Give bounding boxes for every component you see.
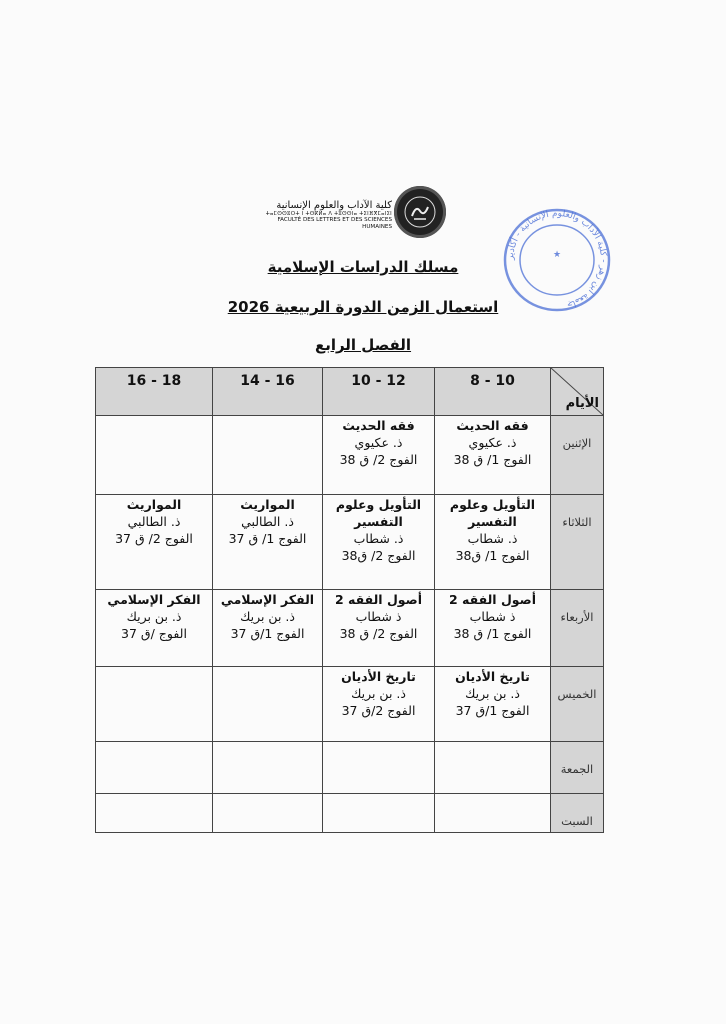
timetable-cell xyxy=(323,495,435,590)
timetable-cell xyxy=(213,794,323,833)
timetable-cell xyxy=(435,416,551,495)
timetable-cell xyxy=(435,794,551,833)
timetable-cell xyxy=(323,742,435,794)
course-group: الفوج 1/ ق38 xyxy=(455,547,530,563)
faculty-name-french: FACULTÉ DES LETTRES ET DES SCIENCES HUMAINES xyxy=(277,217,392,230)
stamp-text: جامعة ابن زهر - كلية الآداب والعلوم الإنسانية - أكادير xyxy=(505,208,609,310)
timetable-header-row xyxy=(96,368,604,416)
timetable-cell xyxy=(96,590,213,667)
timetable-cell xyxy=(96,416,213,495)
course-subject: المواريث xyxy=(240,497,295,512)
day-label: الأربعاء xyxy=(551,590,604,667)
course-subject: فقه الحديث xyxy=(456,418,529,433)
course-teacher: ذ. الطالبي xyxy=(127,513,181,529)
faculty-name-tifinagh: ⵜⴰⵎⵙⵙⵓⵔⵜ ⵏ ⵜⵙⴽⵍⴰ ⴷ ⵜⵓⵙⵙⵏⴰ ⵜⵉⵏⴼⴳⵎⴰⵏⵉⵏ xyxy=(265,210,392,217)
svg-text:★: ★ xyxy=(552,250,562,260)
days-corner-label: الأيام xyxy=(565,396,599,412)
course-subject: الفكر الإسلامي xyxy=(220,592,315,607)
time-slot-header: 10 - 8 xyxy=(435,368,551,416)
course-subject: الفكر الإسلامي xyxy=(107,592,201,607)
course-subject: التأويل وعلوم التفسير xyxy=(335,497,422,529)
course-group: الفوج 2/ ق 37 xyxy=(115,530,193,546)
course-group: الفوج 1/ق 37 xyxy=(455,702,530,718)
faculty-header xyxy=(250,185,450,235)
course-subject: أصول الفقه 2 xyxy=(448,592,536,607)
timetable-cell xyxy=(213,416,323,495)
timetable-cell xyxy=(323,794,435,833)
university-emblem-icon xyxy=(394,186,446,238)
timetable-cell xyxy=(435,495,551,590)
course-teacher: ذ. الطالبي xyxy=(241,513,294,529)
day-label: الجمعة xyxy=(551,742,604,794)
course-teacher: ذ. بن بريك xyxy=(240,608,295,624)
time-slot-header: 12 - 10 xyxy=(323,368,435,416)
timetable-row xyxy=(96,667,604,742)
timetable-cell xyxy=(213,495,323,590)
course-teacher: ذ. شطاب xyxy=(353,530,404,546)
course-subject: أصول الفقه 2 xyxy=(334,592,422,607)
timetable-cell xyxy=(323,590,435,667)
course-teacher: ذ. شطاب xyxy=(467,530,518,546)
days-corner-cell xyxy=(551,368,604,416)
semester-title: الفصل الرابع xyxy=(314,336,412,354)
course-group: الفوج 2/ ق38 xyxy=(341,547,416,563)
timetable-cell xyxy=(96,495,213,590)
course-teacher: ذ. بن بريك xyxy=(351,685,406,701)
faculty-name-arabic: كلية الآداب والعلوم الإنسانية xyxy=(276,200,392,211)
course-teacher: ذ شطاب xyxy=(355,608,402,624)
timetable-cell xyxy=(323,667,435,742)
timetable-cell xyxy=(96,742,213,794)
timetable-cell xyxy=(435,667,551,742)
timetable-row xyxy=(96,416,604,495)
course-subject: تاريخ الأديان xyxy=(455,669,530,684)
timetable-row xyxy=(96,794,604,833)
course-group: الفوج 1/ق 37 xyxy=(230,625,305,641)
track-title: مسلك الدراسات الإسلامية xyxy=(267,258,459,276)
course-subject: المواريث xyxy=(126,497,182,512)
course-group: الفوج 1/ ق 38 xyxy=(453,625,532,641)
timetable-cell xyxy=(435,590,551,667)
timetable-title: استعمال الزمن الدورة الربيعية 2026 xyxy=(227,298,499,316)
timetable-cell xyxy=(96,667,213,742)
day-label: الثلاثاء xyxy=(551,495,604,590)
day-label: الخميس xyxy=(551,667,604,742)
course-subject: فقه الحديث xyxy=(342,418,415,433)
course-teacher: ذ. بن بريك xyxy=(465,685,520,701)
time-slot-header: 18 - 16 xyxy=(96,368,213,416)
course-group: الفوج 1/ ق 38 xyxy=(453,451,532,467)
course-group: الفوج 2/ ق 38 xyxy=(339,625,418,641)
timetable-cell xyxy=(435,742,551,794)
timetable-row xyxy=(96,590,604,667)
course-teacher: ذ. عكيوي xyxy=(468,434,517,450)
faculty-name-block xyxy=(250,200,392,230)
timetable-cell xyxy=(96,794,213,833)
timetable-cell xyxy=(213,742,323,794)
course-subject: التأويل وعلوم التفسير xyxy=(449,497,536,529)
timetable-row xyxy=(96,495,604,590)
timetable-row xyxy=(96,742,604,794)
course-teacher: ذ شطاب xyxy=(469,608,516,624)
course-group: الفوج 2/ ق 38 xyxy=(339,451,418,467)
time-slot-header: 16 - 14 xyxy=(213,368,323,416)
timetable-cell xyxy=(323,416,435,495)
day-label: السبت xyxy=(551,794,604,833)
course-teacher: ذ. بن بريك xyxy=(126,608,182,624)
course-group: الفوج 1/ ق 37 xyxy=(228,530,307,546)
timetable-cell xyxy=(213,590,323,667)
course-teacher: ذ. عكيوي xyxy=(354,434,403,450)
course-subject: تاريخ الأديان xyxy=(341,669,416,684)
course-group: الفوج /ق 37 xyxy=(121,625,187,641)
day-label: الإثنين xyxy=(551,416,604,495)
course-group: الفوج 2/ق 37 xyxy=(341,702,416,718)
timetable xyxy=(95,367,604,833)
timetable-cell xyxy=(213,667,323,742)
